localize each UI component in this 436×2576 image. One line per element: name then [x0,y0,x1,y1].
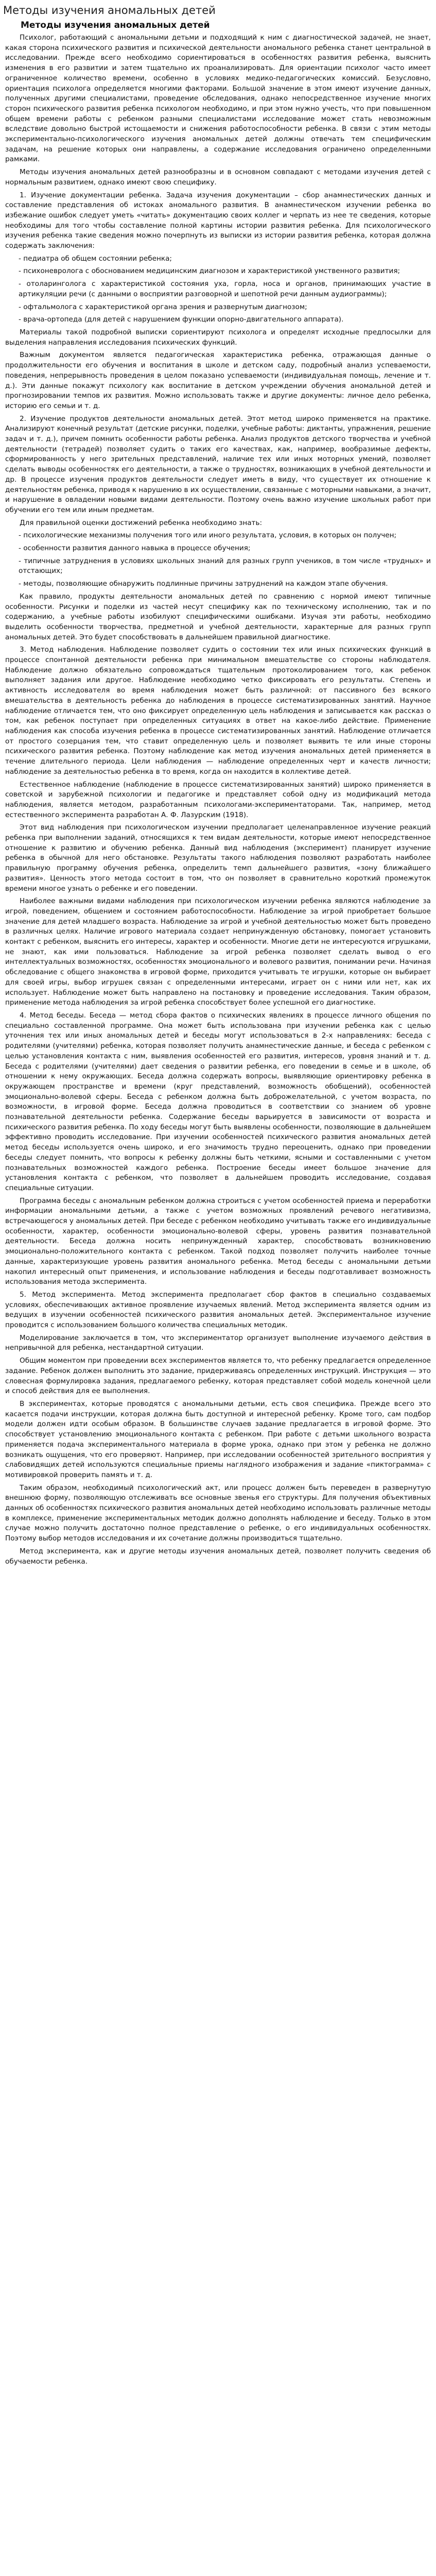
paragraph: Таким образом, необходимый психологический акт, или процесс должен быть переведен в развернутую внешнюю форму, позволяющую отслеживать все основные звенья его структуры. Для получения объективных данных об особенностях психического развития аномальных детей необходимо использовать различные методы в комплексе, применение экспериментальных методик должно дополнять наблюдение и беседу. Только в этом случае можно получить достаточно полное представление о ребенке, о его индивидуальных особенностях. Поэтому выбор методов исследования и их сочетание должны производиться тщательно. [5,1483,431,1543]
paragraph: 1. Изучение документации ребенка. Задача изучения документации – сбор анамнестических данных и составление представления об истоках аномального развития. В анамнестическом изучении ребенка во избежание ошибок следует уметь «читать» документацию своих коллег и черпать из нее те сведения, которые необходимы для того чтобы составление полной картины истории развития ребенка. Для психологического изучения ребенка такие сведения можно почерпнуть из выписки из истории развития ребенка, которая должна содержать заключения: [5,191,431,250]
paragraph: Как правило, продукты деятельности аномальных детей по сравнению с нормой имеют типичные особенности. Рисунки и поделки из частей несут специфику как по техническому исполнению, так и по содержанию, а учебные работы изобилуют специфическими ошибками. Изучая эти работы, необходимо выделить особенности творчества, предметной и учебной деятельности, характерные для разных групп аномальных детей. Это будет способствовать в дальнейшем правильной диагностике. [5,592,431,641]
paragraph: Программа беседы с аномальным ребенком должна строиться с учетом особенностей приема и переработки информации аномальными детьми, а также с учетом возможных проявлений речевого негативизма, встречающегося у аномальных детей. При беседе с ребенком необходимо учитывать также его индивидуальные особенности, характер, особенности эмоционально-волевой сферы, уровень развития познавательной деятельности. Беседа должна носить непринужденный характер, способствовать возникновению эмоционально-положительного контакта с ребенком. Такой подход позволяет получить наиболее точные данные, характеризующие уровень развития аномального ребенка. Метод беседы с аномальными детьми накопил интересный опыт применения, и использование наблюдения и беседы подготавливает возможность использования метода эксперимента. [5,1196,431,1286]
paragraph: В экспериментах, которые проводятся с аномальными детьми, есть своя специфика. Прежде всего это касается подачи инструкции, которая должна быть доступной и интересной ребенку. Кроме того, сам подбор модели должен идти особым образом. В большинстве случаев задание предлагается в игровой форме. Это способствует установлению эмоционального контакта с ребенком. При работе с детьми школьного возраста применяется подача экспериментального материала в форме урока, однако при этом у ребенка не должно возникать ощущения, что его проверяют. Например, при исследовании особенностей зрительного восприятия у слабовидящих детей используются специальные приемы наглядного изображения и задание «пиктограмма» с мотивировкой проверить память и т. д. [5,1400,431,1479]
paragraph: Общим моментом при проведении всех экспериментов является то, что ребенку предлагается определенное задание. Ребенок должен выполнить это задание, придерживаясь определенных инструкций. Инструкция — это словесная формулировка задания, предлагаемого ребенку, которая представляет собой модель конечной цели и способ действия для ее выполнения. [5,1357,431,1396]
paragraph: 4. Метод беседы. Беседа — метод сбора фактов о психических явлениях в процессе личного общения по специально составленной программе. Она может быть использована при изучении ребенка как с целью уточнения тех или иных аномальных детей и беседы могут использоваться в 2-х направлениях: беседа с родителями (учителями) ребенка, которая позволяет получить анамнестические данные, и беседа с ребенком с целью установления контакта с ним, выявления особенностей его развития, интересов, уровня знаний и т. д. Беседа с родителями (учителями) дает сведения о развитии ребенка, его поведении в семье и в школе, об отношении к нему окружающих. Беседа должна содержать вопросы, выявляющие ориентировку ребенка в окружающем пространстве и времени (круг представлений, возможность обобщений), особенностей эмоционально-волевой сферы. Беседа с ребенком должна быть доброжелательной, с учетом возраста, по возможности, в игровой форме. Беседа должна проводиться в соответствии со знанием об уровне познавательной деятельности ребенка. Содержание беседы варьируется в зависимости от возраста и психического развития ребенка. По ходу беседы могут быть выявлены особенности, позволяющие в дальнейшем эффективно проводить исследование. При изучении особенностей психического развития аномальных детей метод беседы используется очень широко, и его значимость трудно переоценить, однако при проведении беседы следует помнить, что вопросы к ребенку должны быть четкими, ясными и составленными с учетом познавательных возможностей каждого ребенка. Построение беседы имеет большое значение для установления контакта с ребенком, что позволяет в дальнейшем проводить исследование, создавая специальные ситуации. [5,1011,431,1192]
paragraph: 5. Метод эксперимента. Метод эксперимента предполагает сбор фактов в специально создаваемых условиях, обеспечивающих активное проявление изучаемых явлений. Метод эксперимента является одним из ведущих в изучении особенностей психического развития аномальных детей. Экспериментальное изучение проводится с использованием большого количества специальных методик. [5,1290,431,1330]
paragraph: 2. Изучение продуктов деятельности аномальных детей. Этот метод широко применяется на практике. Анализируют конечный результат (детские рисунки, поделки, учебные работы: диктанты, упражнения, решение задач и т. д.), причем помнить особенности работы ребенка. Анализ продуктов детского творчества и учебной деятельности (тетрадей) позволяет судить о таких его качествах, как, например, вообразимые дефекты, сформированность у него зрительных представлений, наличие тех или иных моторных умений, позволяет сделать выводы особенностях его деятельности, а также о трудностях, возникающих в учебной деятельности и др. В процессе изучения продуктов деятельности следует иметь в виду, что существует их отношение к деятельностям ребенка, приводя к нарушению в их осуществлении, связанные с моторными навыками, а значит, и нарушение в овладении новыми видами деятельности. Поэтому очень важно изучение школьных работ при обучении его тем или иным предметам. [5,414,431,514]
list-item: - отоларинголога с характеристикой состояния уха, горла, носа и органов, принимающих участие в артикуляции речи (с данными о восприятии разговорной и шепотной речи данным аудиограммы); [19,280,431,298]
list-item: - психоневролога с обоснованием медицинским диагнозом и характеристикой умственного развития; [19,267,400,276]
list-item: - методы, позволяющие обнаружить подлинные причины затруднений на каждом этапе обучения. [19,580,388,588]
paragraph: Для правильной оценки достижений ребенка необходимо знать: [20,518,263,527]
paragraph: Этот вид наблюдения при психологическом изучении предполагает целенаправленное изучение реакций ребенка при выполнении заданий, относящихся к тем видам деятельности, которые имеют непосредственное отношение к развитию и обучению ребенка. Данный вид наблюдения (эксперимент) планирует изучение ребенка в обычной для него обстановке. Результаты такого наблюдения позволяют разработать наиболее правильную программу обучения ребенка, определить темп дальнейшего развития, «зону ближайшего развития». Ценность этого метода состоит в том, что он позволяет в сравнительно короткий промежуток времени многое узнать о ребенке и его поведении. [5,823,431,893]
paragraph: Естественное наблюдение (наблюдение в процессе систематизированных занятий) широко применяется в советской и зарубежной психологии и педагогике и представляет собой одну из модификаций метода наблюдения, является методом, разработанным психологами-экспериментаторами. Так, например, метод естественного эксперимента разработан А. Ф. Лазурским (1918). [5,780,431,819]
article-subtitle: Методы изучения аномальных детей [21,20,210,30]
list-item: - психологические механизмы получения того или иного результата, условия, в которых он получен; [19,531,397,540]
paragraph: Наиболее важными видами наблюдения при психологическом изучении ребенка являются наблюдение за игрой, поведением, общением и состоянием работоспособности. Наблюдение за игрой приобретает большое значение для детей младшего возраста. Наблюдение за игрой и учебной деятельностью может быть проведено в различных целях. Наличие игрового материала создает непринужденную обстановку, помогает установить контакт с ребенком, выяснить его интересы, характер и особенности. Многие дети не интересуются игрушками, не знают, как ими пользоваться. Наблюдение за игрой ребенка позволяет сделать вывод о его интеллектуальных возможностях, особенностях эмоционального и волевого развития, понимании речи. Начиная обследование с общего знакомства в игровой форме, приходится учитывать те игрушки, которые он выбирает для своей игры, выбор игрушек связан с определенными интересами, играет он с ними или нет, как их использует. Наблюдение может быть направлено на постановку и проведение исследования. Таким образом, применение метода наблюдения за игрой ребенка способствует более успешной его диагностике. [5,897,431,1007]
page-title: Методы изучения аномальных детей [3,4,216,16]
list-item: - педиатра об общем состоянии ребенка; [19,254,172,263]
paragraph: Метод эксперимента, как и другие методы изучения аномальных детей, позволяет получить сведения об обучаемости ребенка. [5,1547,431,1566]
paragraph: Материалы такой подробной выписки сориентируют психолога и определят исходные предпосылки для выделения направления исследования психических функций. [5,328,431,347]
paragraph: Моделирование заключается в том, что экспериментатор организует выполнение изучаемого действия в непривычной для ребенка, нестандартной ситуации. [5,1333,431,1352]
paragraph: Важным документом является педагогическая характеристика ребенка, отражающая данные о продолжительности его обучения и воспитания в школе и детском саду, подробный анализ успеваемости, поведения, непрерывность проведения в целом показано успеваемости (индивидуальная помощь, лечение и т. д.). Эти данные покажут психологу как воспитание в детском учреждении обучения аномальной детей и прогнозировании темпов их развития. Можно использовать также и другие документы: личное дело ребенка, историю его семьи и т. д. [5,351,431,410]
list-item: - особенности развития данного навыка в процессе обучения; [19,544,251,553]
article [0,18,436,1567]
article-body [5,33,431,1567]
paragraph: 3. Метод наблюдения. Наблюдение позволяет судить о состоянии тех или иных психических функций в процессе спонтанной деятельности ребенка при минимальном вмешательстве со стороны наблюдателя. Наблюдение должно обязательно сопровождаться тщательным протоколированием того, как ребенок выполняет задания или другое. Наблюдение необходимо четко фиксировать его результаты. Степень и активность исследователя во время наблюдения может быть различной: от пассивного без всякого вмешательства в деятельность ребенка до наблюдения в процессе систематизированных занятий. Научное наблюдение отличается тем, что оно фиксирует определенную цель наблюдения и записывается как рассказ о том, как ребенок поступает при определенных ситуациях в ответ на какое-либо действие. Применение наблюдения как способа изучения ребенка в процессе систематизированных занятий. Наблюдение отличается от простого созерцания тем, что ставит определенную цель и позволяет выявить те или иные стороны психического развития ребенка. Поэтому наблюдение как метод изучения аномальных детей применяется в течение длительного периода. Цели наблюдения — наблюдение определенных черт и качеств личности; наблюдение за деятельностью ребенка в то время, когда он находится в коллективе детей. [5,646,431,776]
paragraph: Психолог, работающий с аномальными детьми и подходящий к ним с диагностической задачей, не знает, какая сторона психического развития и психической деятельности аномального ребенка станет центральной в исследовании. Прежде всего необходимо сориентироваться в особенностях развития ребенка, выяснить изменения в его развитии и затем тщательно их проанализировать. Для ориентации психолог часто имеет ограниченное количество времени, особенно в условиях медико-педагогических комиссий. Безусловно, ориентация психолога определяется многими факторами. Большой значение в этом имеют изучение данных, полученных другими специалистами, проведение обследования, однако непосредственное изучение многих сторон психического развития ребенка психологом необходимо, и при этом нужно учесть, что при повышенном общем времени работы с ребенком разными специалистами исследование может стать невозможным вследствие довольно быстрой истощаемости и снижения работоспособности ребенка. В связи с этим методы экспериментально-психологического изучения аномальных детей должны отвечать тем специфическим задачам, на решение которых они направлены, а содержание исследования ограничено определенными рамками. [5,33,431,164]
list-item: - врача-ортопеда (для детей с нарушением функции опорно-двигательного аппарата). [19,315,344,324]
paragraph: Методы изучения аномальных детей разнообразны и в основном совпадают с методами изучения детей с нормальным развитием, однако имеют свою специфику. [5,168,431,187]
list-item: - офтальмолога с характеристикой органа зрения и развернутым диагнозом; [19,302,307,311]
list-item: - типичные затруднения в условиях школьных знаний для разных групп учеников, в том числе «трудных» и отстающих; [19,556,431,575]
